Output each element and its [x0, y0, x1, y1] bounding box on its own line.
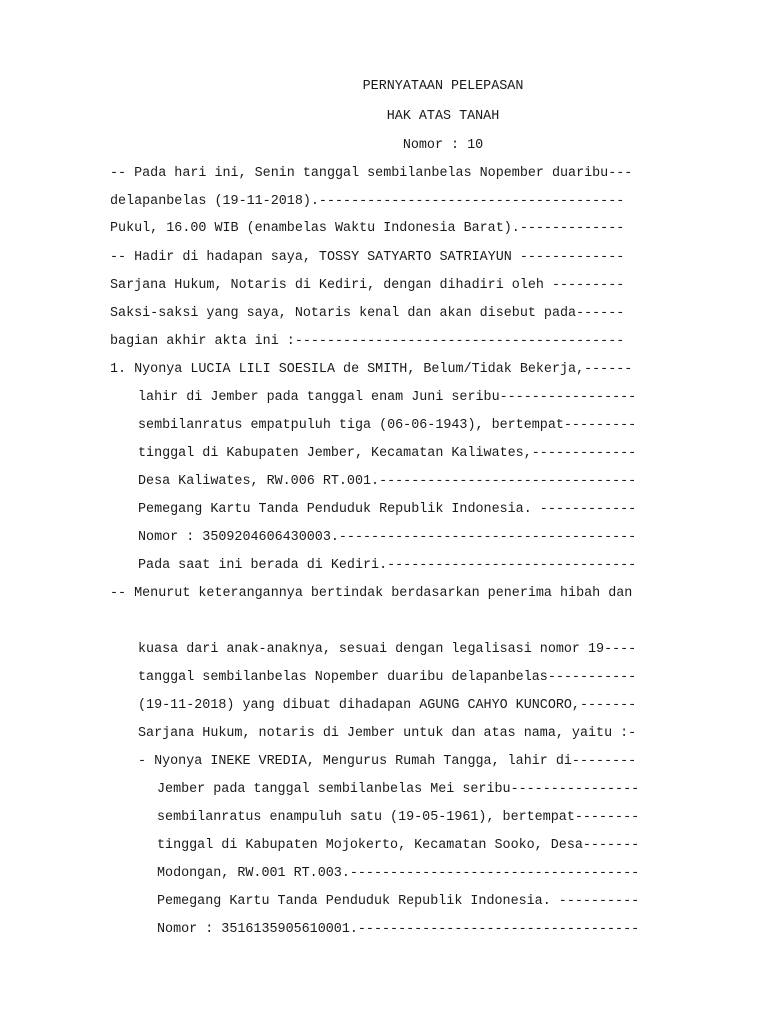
list-item-1-line: Pemegang Kartu Tanda Penduduk Republik Indonesia. ------------	[138, 502, 637, 517]
list-item-1-line: sembilanratus empatpuluh tiga (06-06-1943), bertempat---------	[138, 418, 637, 433]
list-item-1-line: tinggal di Kabupaten Jember, Kecamatan Kaliwates,-------------	[138, 446, 637, 461]
text-line: kuasa dari anak-anaknya, sesuai dengan legalisasi nomor 19----	[138, 642, 637, 657]
text-line: Sarjana Hukum, Notaris di Kediri, dengan dihadiri oleh ---------	[110, 278, 625, 293]
text-line: Saksi-saksi yang saya, Notaris kenal dan akan disebut pada------	[110, 306, 625, 321]
document-number: Nomor : 10	[402, 138, 484, 153]
text-line: tanggal sembilanbelas Nopember duaribu delapanbelas-----------	[138, 670, 637, 685]
sub-item-line: Pemegang Kartu Tanda Penduduk Republik Indonesia. ----------	[157, 894, 640, 909]
text-line: Sarjana Hukum, notaris di Jember untuk dan atas nama, yaitu :-	[138, 726, 637, 741]
sub-item-line: Modongan, RW.001 RT.003.------------------------------------	[157, 866, 640, 881]
text-line: Pukul, 16.00 WIB (enambelas Waktu Indonesia Barat).-------------	[110, 221, 625, 236]
sub-item-line: Jember pada tanggal sembilanbelas Mei seribu----------------	[157, 782, 640, 797]
text-line: -- Menurut keterangannya bertindak berdasarkan penerima hibah dan	[110, 586, 633, 601]
text-line: delapanbelas (19-11-2018).--------------------------------------	[110, 194, 625, 209]
list-item-1-line: Desa Kaliwates, RW.006 RT.001.--------------------------------	[138, 474, 637, 489]
list-item-1-line: Pada saat ini berada di Kediri.-------------------------------	[138, 558, 637, 573]
text-line: -- Hadir di hadapan saya, TOSSY SATYARTO SATRIAYUN -------------	[110, 250, 625, 265]
sub-item-line: - Nyonya INEKE VREDIA, Mengurus Rumah Tangga, lahir di--------	[138, 754, 637, 769]
sub-item-line: Nomor : 3516135905610001.-----------------------------------	[157, 922, 640, 937]
document-title-line-1: PERNYATAAN PELEPASAN	[362, 79, 524, 94]
text-line: (19-11-2018) yang dibuat dihadapan AGUNG CAHYO KUNCORO,-------	[138, 698, 637, 713]
list-item-1-line: 1. Nyonya LUCIA LILI SOESILA de SMITH, Belum/Tidak Bekerja,------	[110, 362, 633, 377]
sub-item-line: tinggal di Kabupaten Mojokerto, Kecamatan Sooko, Desa-------	[157, 838, 640, 853]
sub-item-line: sembilanratus enampuluh satu (19-05-1961), bertempat--------	[157, 810, 640, 825]
text-line: -- Pada hari ini, Senin tanggal sembilanbelas Nopember duaribu---	[110, 166, 633, 181]
text-line: bagian akhir akta ini :-----------------------------------------	[110, 334, 625, 349]
document-title-line-2: HAK ATAS TANAH	[386, 109, 500, 124]
list-item-1-line: lahir di Jember pada tanggal enam Juni seribu-----------------	[138, 390, 637, 405]
list-item-1-line: Nomor : 3509204606430003.-------------------------------------	[138, 530, 637, 545]
